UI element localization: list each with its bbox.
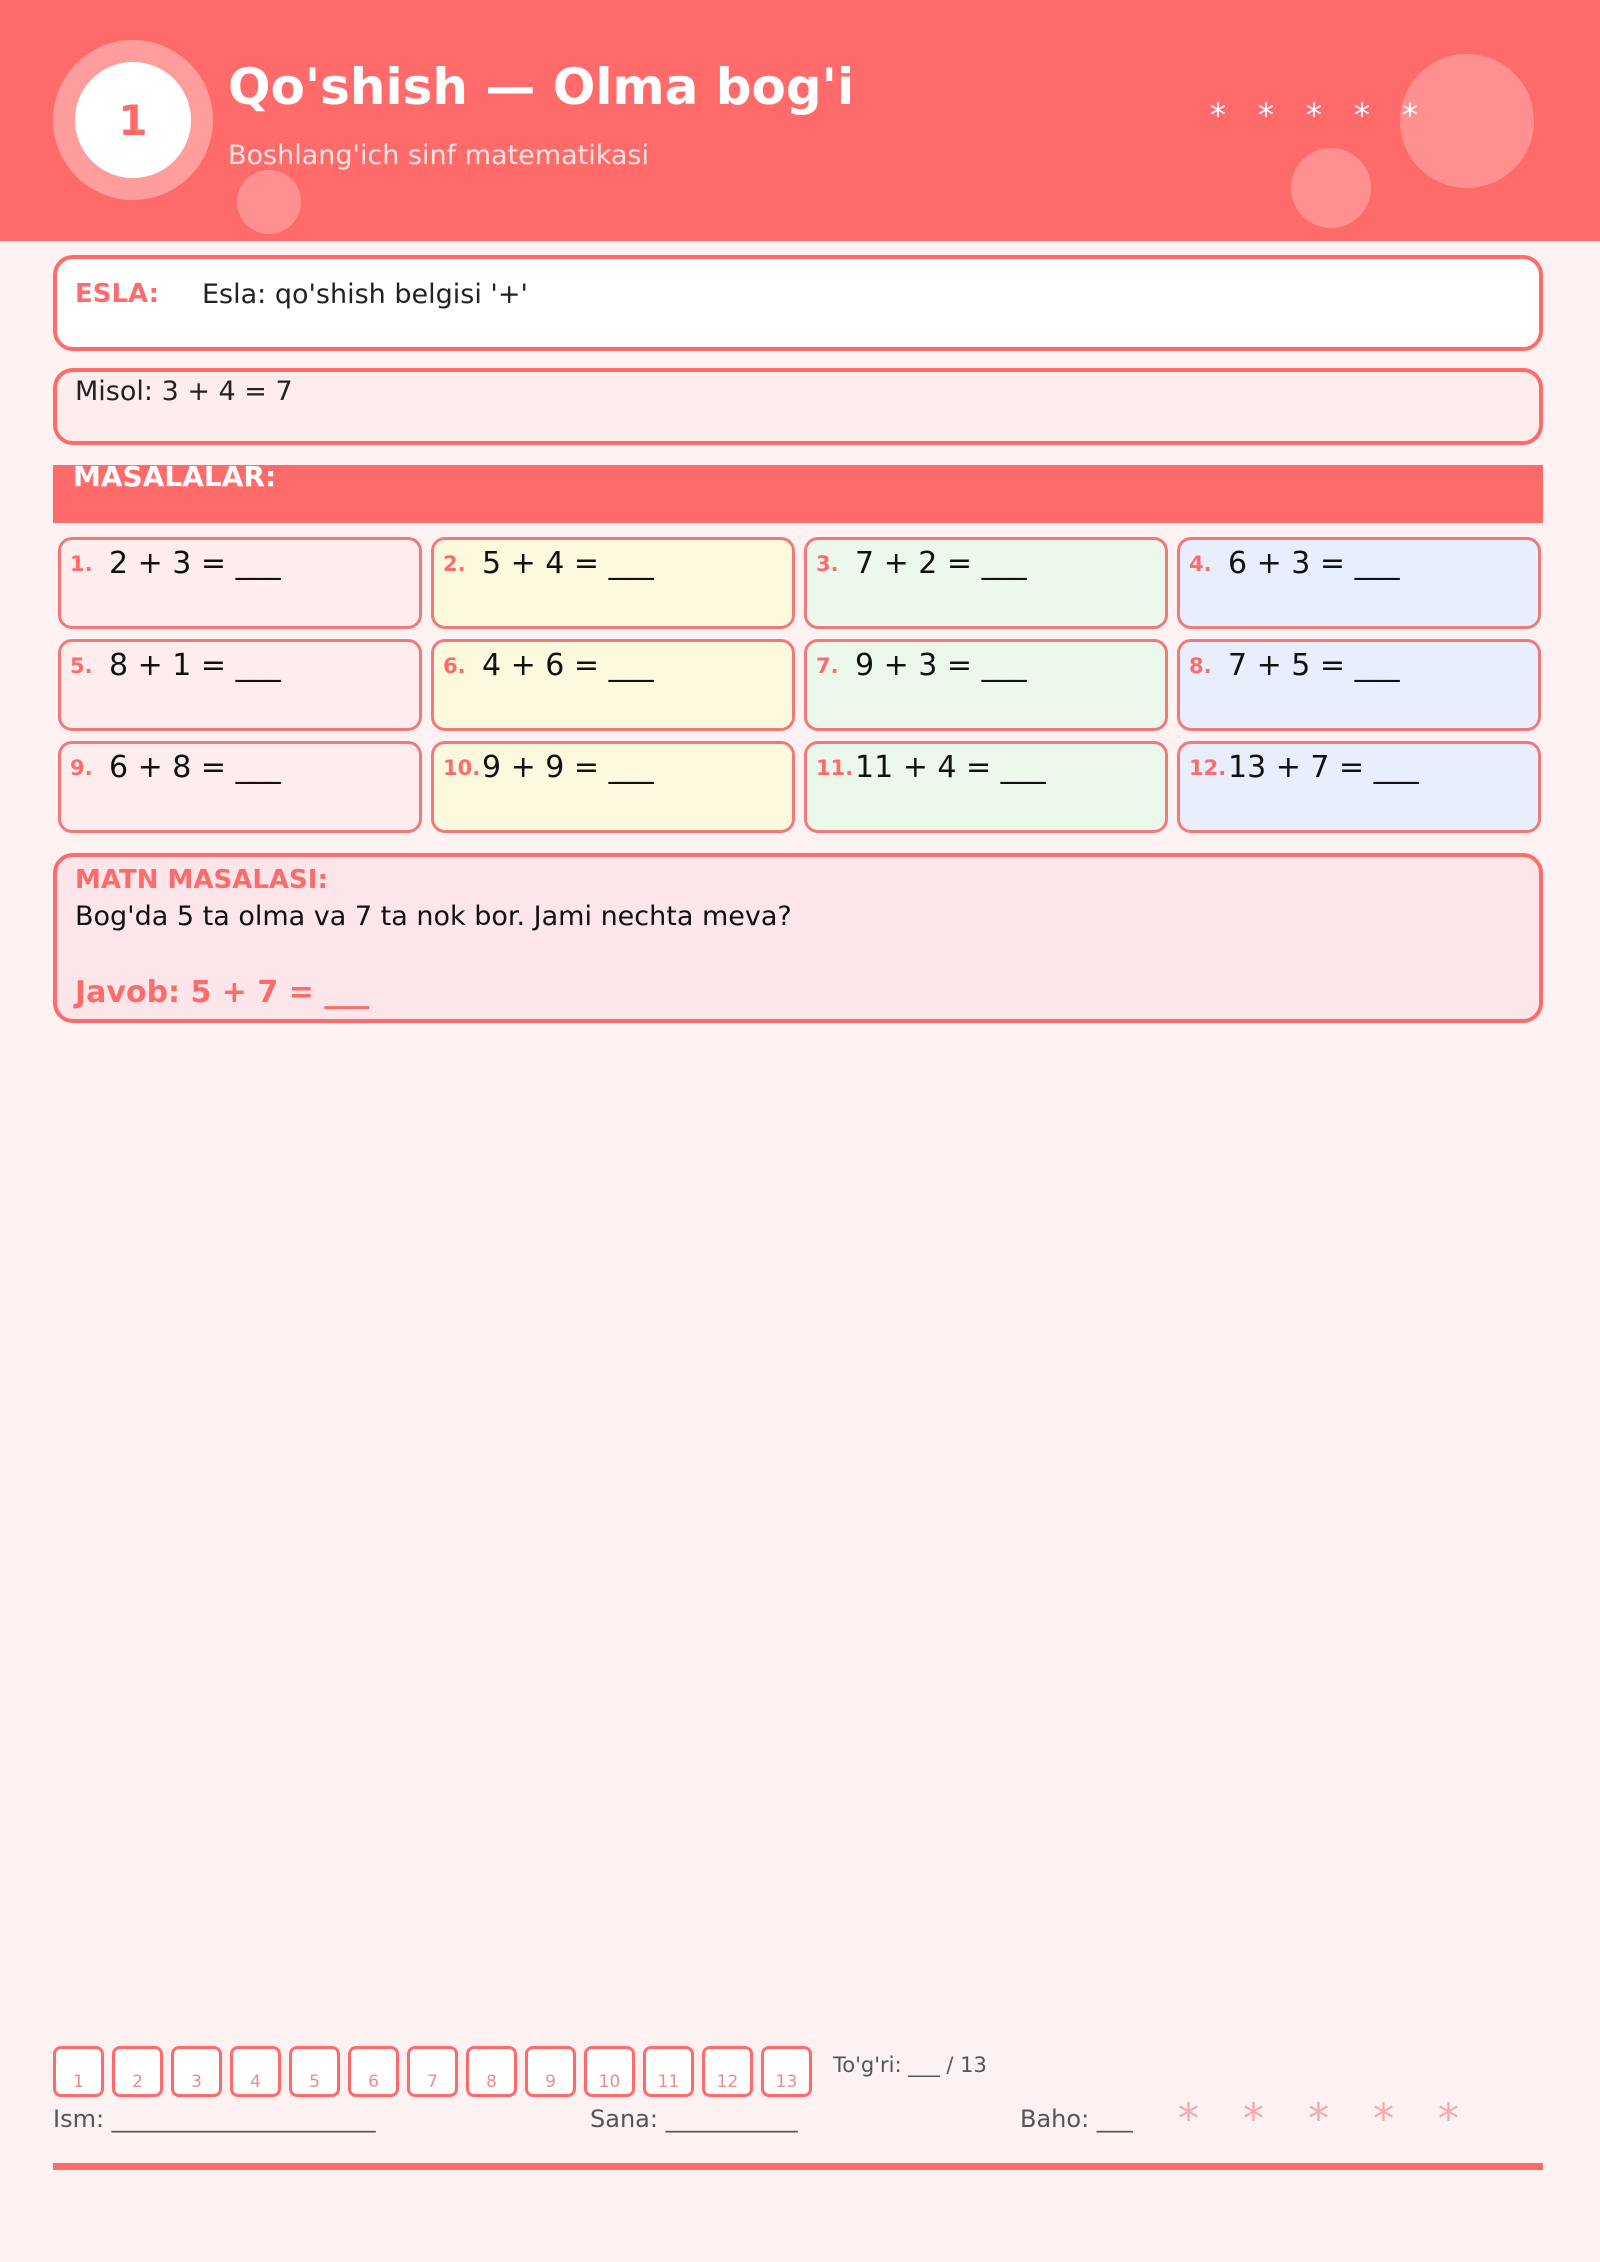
problem-expression: 7 + 2 = ___ [855,546,1027,581]
problem-expression: 9 + 3 = ___ [855,648,1027,683]
worksheet-number-badge: 1 [75,62,191,178]
problem-number: 9. [70,756,93,780]
problems-section-title: MASALALAR: [73,465,277,493]
tracker-box[interactable] [53,2046,104,2097]
tracker-number: 1 [73,2072,84,2092]
tracker-box[interactable] [761,2046,812,2097]
problem-card[interactable] [431,741,795,833]
star-icon[interactable]: * [1178,2094,1199,2143]
page-subtitle: Boshlang'ich sinf matematikasi [228,140,650,171]
problem-expression: 6 + 8 = ___ [109,750,281,785]
tracker-number: 9 [545,2072,556,2092]
page-title: Qo'shish — Olma bog'i [228,58,855,116]
problem-number: 2. [443,552,466,576]
problem-card[interactable] [58,537,422,629]
problem-card[interactable] [431,537,795,629]
problem-number: 11. [816,756,854,780]
tracker-number: 4 [250,2072,261,2092]
problem-number: 4. [1189,552,1212,576]
problem-expression: 13 + 7 = ___ [1228,750,1419,785]
problem-expression: 4 + 6 = ___ [482,648,654,683]
progress-tracker [53,2046,812,2097]
tracker-number: 2 [132,2072,143,2092]
problem-expression: 7 + 5 = ___ [1228,648,1400,683]
problem-card[interactable] [58,741,422,833]
name-field[interactable]: Ism: ______________________ [53,2105,376,2133]
star-icon: * [1258,96,1274,134]
problem-card[interactable] [58,639,422,731]
problem-number: 12. [1189,756,1227,780]
tracker-number: 13 [775,2072,798,2092]
decor-bubble [1291,148,1371,228]
problem-number: 6. [443,654,466,678]
problem-expression: 2 + 3 = ___ [109,546,281,581]
problem-number: 1. [70,552,93,576]
star-icon: * [1354,96,1370,134]
problem-card[interactable] [1177,741,1541,833]
tracker-box[interactable] [289,2046,340,2097]
tracker-box[interactable] [230,2046,281,2097]
grade-field[interactable]: Baho: ___ [1020,2105,1133,2133]
problem-expression: 11 + 4 = ___ [855,750,1046,785]
problem-number: 8. [1189,654,1212,678]
tracker-number: 11 [657,2072,680,2092]
problem-expression: 9 + 9 = ___ [482,750,654,785]
correct-count: To'g'ri: ___ / 13 [833,2053,987,2077]
reminder-label: ESLA: [75,279,160,309]
problem-expression: 5 + 4 = ___ [482,546,654,581]
tracker-box[interactable] [584,2046,635,2097]
word-problem-text: Bog'da 5 ta olma va 7 ta nok bor. Jami nechta meva? [75,901,792,932]
example-text: Misol: 3 + 4 = 7 [75,376,293,407]
star-icon: * [1402,96,1418,134]
problems-section-bar [53,465,1543,523]
tracker-number: 6 [368,2072,379,2092]
tracker-box[interactable] [702,2046,753,2097]
header-banner [0,0,1600,241]
tracker-number: 5 [309,2072,320,2092]
tracker-number: 10 [598,2072,621,2092]
problem-number: 10. [443,756,481,780]
reminder-text: Esla: qo'shish belgisi '+' [202,279,528,310]
tracker-box[interactable] [525,2046,576,2097]
tracker-box[interactable] [643,2046,694,2097]
tracker-number: 3 [191,2072,202,2092]
word-problem-label: MATN MASALASI: [75,865,328,895]
problem-expression: 8 + 1 = ___ [109,648,281,683]
problem-number: 7. [816,654,839,678]
tracker-box[interactable] [171,2046,222,2097]
problem-card[interactable] [431,639,795,731]
bottom-divider [53,2163,1543,2170]
tracker-box[interactable] [348,2046,399,2097]
reminder-box [53,255,1543,351]
tracker-number: 8 [486,2072,497,2092]
tracker-number: 12 [716,2072,739,2092]
decor-bubble [237,170,301,234]
problem-card[interactable] [1177,639,1541,731]
star-icon[interactable]: * [1373,2094,1394,2143]
star-icon[interactable]: * [1308,2094,1329,2143]
problem-expression: 6 + 3 = ___ [1228,546,1400,581]
example-box [53,368,1543,445]
word-problem-box [53,853,1543,1023]
word-problem-answer[interactable]: Javob: 5 + 7 = ___ [75,975,370,1010]
tracker-box[interactable] [112,2046,163,2097]
problem-card[interactable] [1177,537,1541,629]
problem-number: 5. [70,654,93,678]
rating-stars [1178,2094,1459,2143]
star-icon[interactable]: * [1438,2094,1459,2143]
problem-card[interactable] [804,741,1168,833]
problem-card[interactable] [804,537,1168,629]
tracker-box[interactable] [407,2046,458,2097]
date-field[interactable]: Sana: ___________ [590,2105,798,2133]
decor-bubble [1400,54,1534,188]
tracker-number: 7 [427,2072,438,2092]
star-icon: * [1306,96,1322,134]
problem-card[interactable] [804,639,1168,731]
tracker-box[interactable] [466,2046,517,2097]
header-stars [1210,96,1418,134]
star-icon: * [1210,96,1226,134]
problems-grid [58,537,1542,833]
problem-number: 3. [816,552,839,576]
star-icon[interactable]: * [1243,2094,1264,2143]
